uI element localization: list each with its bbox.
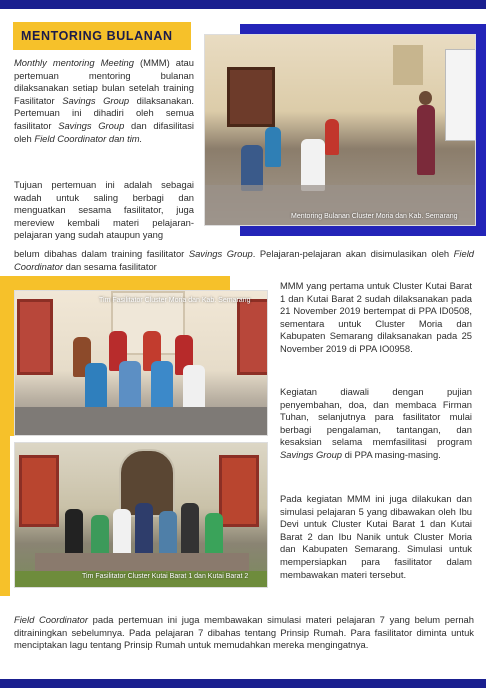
purpose-paragraph-continued	[14, 248, 474, 273]
bottom-border-bar	[0, 679, 486, 688]
coordinator-text-2: pada pertemuan ini juga membawakan simulasi materi pelajaran 7 yang belum pernah ditrainingkan sebelumnya. Pada pelajaran 7 dibahas tentang Prinsip Rumah. Para fasilitator diminta untuk menciptakan lagu tentang Prinsip Rumah untuk memudahkan mereka mengingatnya.	[14, 614, 474, 651]
presenter	[417, 105, 435, 175]
purpose-cont-1: belum dibahas dalam training fasilitator	[14, 248, 189, 259]
activity-text-2: Savings Group	[280, 448, 343, 460]
participant	[325, 119, 339, 155]
team-member	[183, 365, 205, 411]
first-meeting-paragraph: MMM yang pertama untuk Cluster Kutai Barat 1 dan Kutai Barat 2 sudah dilaksanakan pada 21 November 2019 bertempat di PPA ID0508, sementara untuk Cluster Moria dan Kabupaten Semarang dilaksanakan pada 25 November 2019 di PPA IO0958.	[280, 280, 472, 354]
window	[19, 455, 59, 527]
window	[237, 299, 268, 375]
window	[219, 455, 259, 527]
team-member	[181, 503, 199, 559]
coordinator-paragraph	[14, 614, 474, 652]
window	[17, 299, 53, 375]
photo-team-kutai-barat	[14, 442, 268, 588]
activity-text-1: Kegiatan diawali dengan pujian penyembahan, doa, dan membaca Firman Tuhan, selanjutnya para fasilitator mulai berbagi pengalaman, tantangan, dan kesaksian selama memfasilitasi program	[280, 386, 472, 448]
intro-text-4: dilaksanakan. Pertemuan ini dihadiri oleh semua fasilitator	[14, 94, 195, 131]
team-member	[151, 361, 173, 409]
intro-text-1: Monthly mentoring Meeting	[14, 57, 134, 68]
window	[393, 45, 423, 85]
photo-team-moria	[14, 290, 268, 436]
photo3-caption: Tim Fasilitator Cluster Kutai Barat 1 dan Kutai Barat 2	[82, 573, 249, 580]
top-border-bar	[0, 0, 486, 9]
intro-text-7: Field Coordinator dan tim.	[34, 132, 143, 144]
photo-mentoring-meeting	[204, 34, 476, 226]
whiteboard	[445, 49, 476, 141]
purpose-paragraph: Tujuan pertemuan ini adalah sebagai wadah untuk saling berbagi dan menguatkan sesama fasilitator, juga mereview kembali materi pelajaran-pelajaran yang sudah ataupun yang	[14, 179, 194, 241]
team-member	[113, 509, 131, 559]
presenter-head	[419, 91, 432, 105]
section-title: MENTORING BULANAN	[13, 22, 191, 50]
window	[227, 67, 275, 127]
purpose-cont-5: dan sesama fasilitator	[63, 260, 157, 272]
stairs	[15, 407, 268, 436]
intro-paragraph	[14, 57, 194, 145]
intro-text-2: (MMM) atau pertemuan mentoring bulanan dilaksanakan setiap bulan setelah training Fasilitator	[14, 57, 194, 106]
purpose-cont-4: Field Coordinator	[14, 248, 474, 272]
participant	[265, 127, 281, 167]
intro-text-5: Savings Group	[58, 119, 125, 131]
intro-text-3: Savings Group	[62, 94, 130, 106]
photo-frame-yellow-strip	[0, 436, 10, 596]
activity-text-3: di PPA masing-masing.	[342, 448, 441, 460]
coordinator-text-1: Field Coordinator	[14, 614, 88, 625]
purpose-cont-2: Savings Group	[188, 248, 253, 259]
photo1-caption: Mentoring Bulanan Cluster Moria dan Kab. Semarang	[291, 213, 458, 220]
photo2-caption: Tim Fasilitator Cluster Moria dan Kab. Semarang	[99, 297, 251, 304]
team-member	[135, 503, 153, 559]
purpose-cont-3: . Pelajaran-pelajaran akan disimulasikan oleh	[252, 248, 454, 259]
participant	[301, 139, 325, 191]
team-member	[65, 509, 83, 559]
team-member	[85, 363, 107, 413]
intro-text-6: dan difasilitasi oleh	[14, 119, 194, 144]
team-member	[159, 511, 177, 559]
team-member	[119, 361, 141, 409]
activity-paragraph	[280, 386, 472, 462]
simulation-paragraph: Pada kegiatan MMM ini juga dilakukan dan simulasi pelajaran 5 yang dibawakan oleh Ibu Devi untuk Cluster Kutai Barat 1 dan Kutai Barat 2 dan Ibu Nanik untuk Cluster Moria dan Kabupaten Semarang. Simulasi untuk mempersiapkan para fasilitator dalam membawakan materi tersebut.	[280, 493, 472, 580]
stairs	[35, 553, 249, 573]
